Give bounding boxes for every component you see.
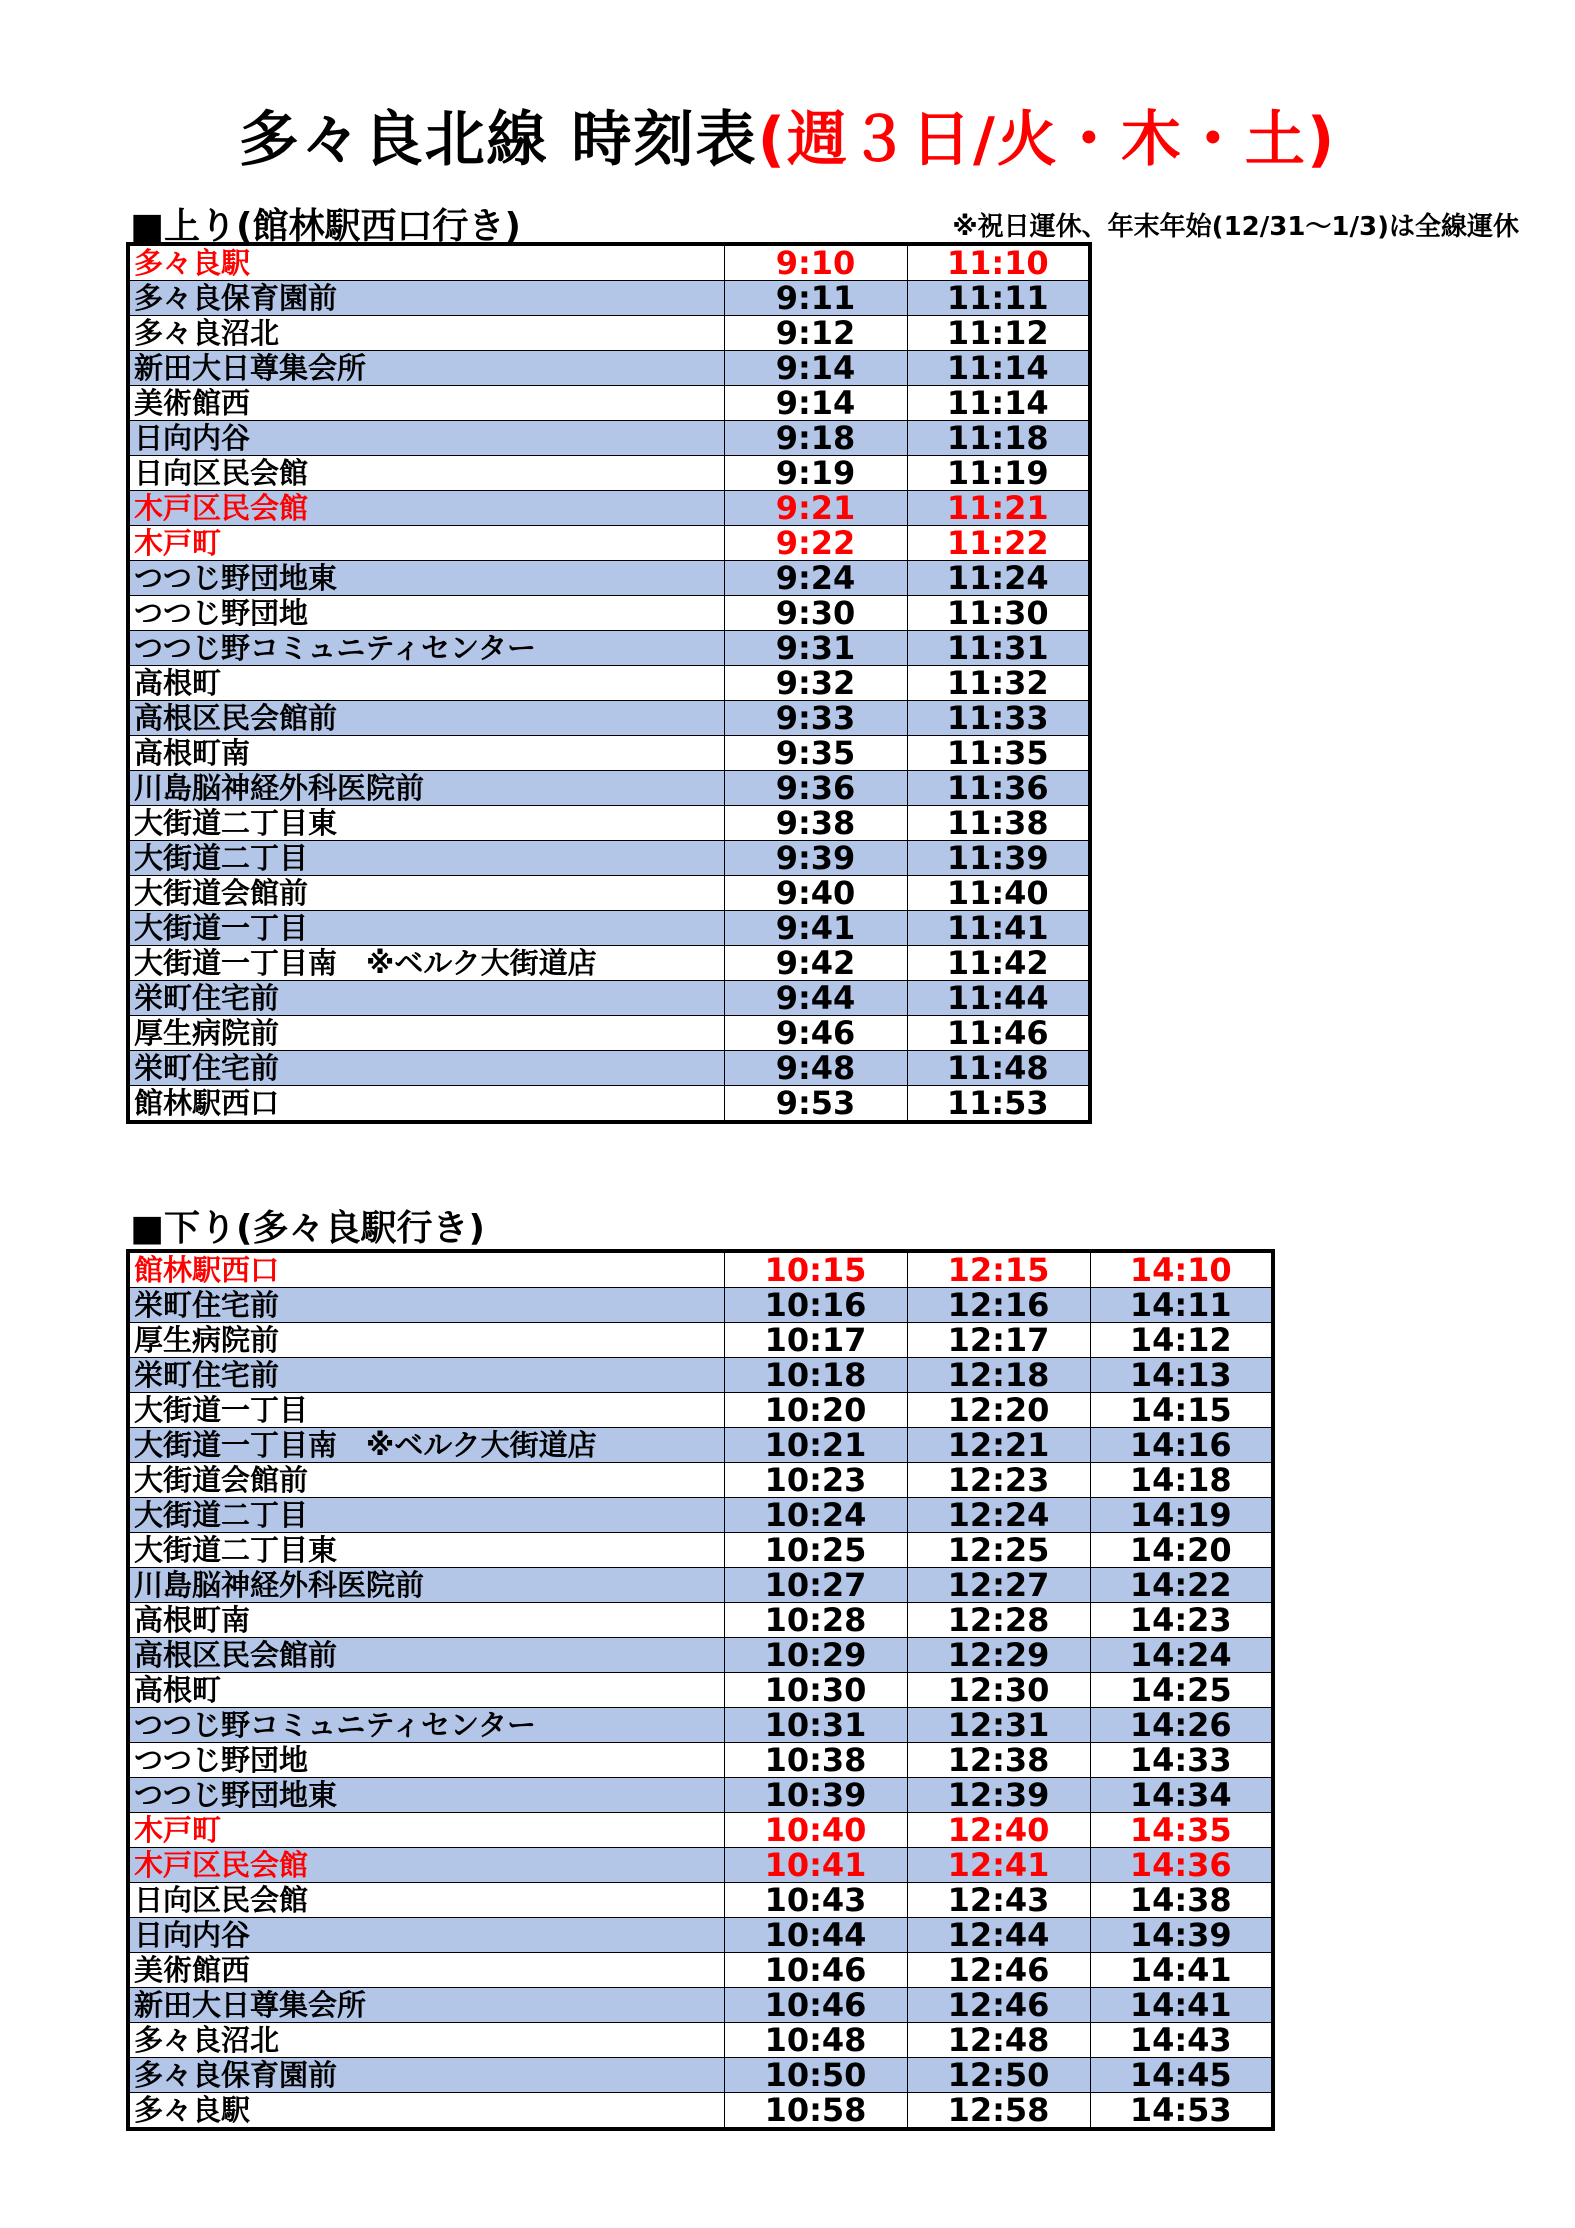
departure-time: 10:28 (724, 1603, 907, 1638)
stop-name: 大街道一丁目 (128, 911, 724, 946)
departure-time: 11:32 (907, 666, 1090, 701)
stop-name: 日向区民会館 (128, 456, 724, 491)
stop-name: 厚生病院前 (128, 1323, 724, 1358)
departure-time: 9:32 (724, 666, 907, 701)
table-row (128, 1953, 1273, 1988)
stop-name: つつじ野コミュニティセンター (128, 1708, 724, 1743)
title-main: 多々良北線 時刻表 (238, 105, 758, 175)
departure-time: 10:43 (724, 1883, 907, 1918)
departure-time: 11:11 (907, 281, 1090, 316)
table-row (128, 1743, 1273, 1778)
departure-time: 12:43 (907, 1883, 1090, 1918)
table-row (128, 596, 1090, 631)
stop-name: 大街道会館前 (128, 876, 724, 911)
table-row (128, 701, 1090, 736)
departure-time: 11:42 (907, 946, 1090, 981)
departure-time: 14:16 (1090, 1428, 1273, 1463)
table-row (128, 561, 1090, 596)
departure-time: 12:41 (907, 1848, 1090, 1883)
departure-time: 10:16 (724, 1288, 907, 1323)
table-row (128, 1638, 1273, 1673)
departure-time: 14:10 (1090, 1251, 1273, 1288)
departure-time: 14:41 (1090, 1988, 1273, 2023)
departure-time: 11:38 (907, 806, 1090, 841)
page-title (0, 92, 1575, 178)
stop-name: 館林駅西口 (128, 1086, 724, 1123)
stop-name: 多々良沼北 (128, 2023, 724, 2058)
departure-time: 11:46 (907, 1016, 1090, 1051)
departure-time: 9:30 (724, 596, 907, 631)
departure-time: 14:53 (1090, 2093, 1273, 2130)
table-row (128, 666, 1090, 701)
service-note: ※祝日運休、年末年始(12/31〜1/3)は全線運休 (952, 212, 1519, 242)
departure-time: 14:22 (1090, 1568, 1273, 1603)
departure-time: 12:17 (907, 1323, 1090, 1358)
departure-time: 11:18 (907, 421, 1090, 456)
table-row (128, 1463, 1273, 1498)
departure-time: 10:27 (724, 1568, 907, 1603)
stop-name: 大街道二丁目 (128, 841, 724, 876)
departure-time: 10:38 (724, 1743, 907, 1778)
stop-name: 高根町南 (128, 1603, 724, 1638)
stop-name: つつじ野団地東 (128, 1778, 724, 1813)
stop-name: 新田大日尊集会所 (128, 1988, 724, 2023)
table-row (128, 911, 1090, 946)
departure-time: 9:36 (724, 771, 907, 806)
departure-time: 11:30 (907, 596, 1090, 631)
stop-name: 多々良駅 (128, 244, 724, 281)
departure-time: 12:24 (907, 1498, 1090, 1533)
departure-time: 10:46 (724, 1988, 907, 2023)
stop-name: 木戸町 (128, 1813, 724, 1848)
departure-time: 11:39 (907, 841, 1090, 876)
table-row (128, 351, 1090, 386)
table-row (128, 1918, 1273, 1953)
departure-time: 14:25 (1090, 1673, 1273, 1708)
departure-time: 10:40 (724, 1813, 907, 1848)
departure-time: 10:39 (724, 1778, 907, 1813)
stop-name: 美術館西 (128, 1953, 724, 1988)
departure-time: 11:44 (907, 981, 1090, 1016)
departure-time: 14:18 (1090, 1463, 1273, 1498)
table-row (128, 2058, 1273, 2093)
stop-name: 大街道一丁目 (128, 1393, 724, 1428)
departure-time: 14:36 (1090, 1848, 1273, 1883)
departure-time: 10:41 (724, 1848, 907, 1883)
departure-time: 12:48 (907, 2023, 1090, 2058)
departure-time: 10:29 (724, 1638, 907, 1673)
table-row (128, 2023, 1273, 2058)
departure-time: 11:36 (907, 771, 1090, 806)
stop-name: 高根町 (128, 666, 724, 701)
stop-name: 木戸区民会館 (128, 1848, 724, 1883)
table-row (128, 981, 1090, 1016)
departure-time: 10:20 (724, 1393, 907, 1428)
departure-time: 9:35 (724, 736, 907, 771)
departure-time: 9:42 (724, 946, 907, 981)
stop-name: 大街道二丁目東 (128, 806, 724, 841)
table-row (128, 281, 1090, 316)
departure-time: 9:33 (724, 701, 907, 736)
departure-time: 12:58 (907, 2093, 1090, 2130)
departure-time: 10:46 (724, 1953, 907, 1988)
departure-time: 11:21 (907, 491, 1090, 526)
stop-name: 大街道一丁目南 ※ベルク大街道店 (128, 946, 724, 981)
up-heading: ■上り(館林駅西口行き) (130, 206, 521, 247)
departure-time: 10:15 (724, 1251, 907, 1288)
departure-time: 9:21 (724, 491, 907, 526)
departure-time: 9:44 (724, 981, 907, 1016)
stop-name: 栄町住宅前 (128, 1051, 724, 1086)
departure-time: 12:18 (907, 1358, 1090, 1393)
stop-name: 大街道一丁目南 ※ベルク大街道店 (128, 1428, 724, 1463)
departure-time: 9:46 (724, 1016, 907, 1051)
departure-time: 11:24 (907, 561, 1090, 596)
departure-time: 11:31 (907, 631, 1090, 666)
table-row (128, 1533, 1273, 1568)
departure-time: 9:38 (724, 806, 907, 841)
stop-name: つつじ野団地東 (128, 561, 724, 596)
departure-time: 12:28 (907, 1603, 1090, 1638)
departure-time: 12:23 (907, 1463, 1090, 1498)
departure-time: 11:14 (907, 386, 1090, 421)
departure-time: 12:25 (907, 1533, 1090, 1568)
stop-name: 館林駅西口 (128, 1251, 724, 1288)
departure-time: 14:34 (1090, 1778, 1273, 1813)
stop-name: 木戸区民会館 (128, 491, 724, 526)
departure-time: 10:18 (724, 1358, 907, 1393)
departure-time: 10:25 (724, 1533, 907, 1568)
departure-time: 14:35 (1090, 1813, 1273, 1848)
table-row (128, 1288, 1273, 1323)
departure-time: 12:50 (907, 2058, 1090, 2093)
stop-name: 多々良保育園前 (128, 2058, 724, 2093)
departure-time: 14:19 (1090, 1498, 1273, 1533)
departure-time: 12:38 (907, 1743, 1090, 1778)
departure-time: 10:44 (724, 1918, 907, 1953)
departure-time: 9:14 (724, 386, 907, 421)
departure-time: 10:48 (724, 2023, 907, 2058)
stop-name: 高根町南 (128, 736, 724, 771)
table-row (128, 1086, 1090, 1123)
departure-time: 9:24 (724, 561, 907, 596)
stop-name: 厚生病院前 (128, 1016, 724, 1051)
table-row (128, 1251, 1273, 1288)
stop-name: 栄町住宅前 (128, 1358, 724, 1393)
departure-time: 14:33 (1090, 1743, 1273, 1778)
departure-time: 14:23 (1090, 1603, 1273, 1638)
departure-time: 14:20 (1090, 1533, 1273, 1568)
stop-name: 美術館西 (128, 386, 724, 421)
stop-name: つつじ野団地 (128, 1743, 724, 1778)
table-row (128, 1016, 1090, 1051)
departure-time: 11:12 (907, 316, 1090, 351)
stop-name: 栄町住宅前 (128, 981, 724, 1016)
departure-time: 14:45 (1090, 2058, 1273, 2093)
stop-name: 日向区民会館 (128, 1883, 724, 1918)
table-row (128, 876, 1090, 911)
departure-time: 14:13 (1090, 1358, 1273, 1393)
departure-time: 9:14 (724, 351, 907, 386)
stop-name: つつじ野団地 (128, 596, 724, 631)
table-row (128, 1393, 1273, 1428)
departure-time: 12:29 (907, 1638, 1090, 1673)
table-row (128, 736, 1090, 771)
departure-time: 9:22 (724, 526, 907, 561)
departure-time: 11:22 (907, 526, 1090, 561)
departure-time: 9:18 (724, 421, 907, 456)
table-row (128, 1603, 1273, 1638)
departure-time: 12:16 (907, 1288, 1090, 1323)
table-row (128, 1813, 1273, 1848)
stop-name: 川島脳神経外科医院前 (128, 771, 724, 806)
departure-time: 14:15 (1090, 1393, 1273, 1428)
table-row (128, 946, 1090, 981)
stop-name: つつじ野コミュニティセンター (128, 631, 724, 666)
departure-time: 9:12 (724, 316, 907, 351)
stop-name: 大街道会館前 (128, 1463, 724, 1498)
departure-time: 14:12 (1090, 1323, 1273, 1358)
departure-time: 14:43 (1090, 2023, 1273, 2058)
stop-name: 新田大日尊集会所 (128, 351, 724, 386)
title-days: (週３日/火・木・土) (757, 105, 1337, 175)
stop-name: 高根区民会館前 (128, 1638, 724, 1673)
stop-name: 多々良駅 (128, 2093, 724, 2130)
departure-time: 12:31 (907, 1708, 1090, 1743)
departure-time: 10:21 (724, 1428, 907, 1463)
departure-time: 12:44 (907, 1918, 1090, 1953)
departure-time: 9:39 (724, 841, 907, 876)
up-timetable (126, 242, 1092, 1124)
table-row (128, 1051, 1090, 1086)
departure-time: 11:40 (907, 876, 1090, 911)
table-row (128, 1988, 1273, 2023)
stop-name: 高根区民会館前 (128, 701, 724, 736)
departure-time: 10:23 (724, 1463, 907, 1498)
table-row (128, 316, 1090, 351)
departure-time: 12:46 (907, 1988, 1090, 2023)
departure-time: 9:11 (724, 281, 907, 316)
stop-name: 日向内谷 (128, 421, 724, 456)
departure-time: 10:17 (724, 1323, 907, 1358)
departure-time: 12:40 (907, 1813, 1090, 1848)
departure-time: 10:31 (724, 1708, 907, 1743)
departure-time: 12:39 (907, 1778, 1090, 1813)
table-row (128, 1673, 1273, 1708)
departure-time: 9:40 (724, 876, 907, 911)
departure-time: 9:48 (724, 1051, 907, 1086)
stop-name: 多々良保育園前 (128, 281, 724, 316)
down-heading: ■下り(多々良駅行き) (130, 1208, 485, 1249)
table-row (128, 386, 1090, 421)
table-row (128, 1848, 1273, 1883)
table-row (128, 1778, 1273, 1813)
departure-time: 11:19 (907, 456, 1090, 491)
table-row (128, 1358, 1273, 1393)
departure-time: 9:53 (724, 1086, 907, 1123)
departure-time: 12:20 (907, 1393, 1090, 1428)
table-row (128, 1708, 1273, 1743)
table-row (128, 1883, 1273, 1918)
table-row (128, 456, 1090, 491)
departure-time: 11:33 (907, 701, 1090, 736)
table-row (128, 1498, 1273, 1533)
down-timetable (126, 1249, 1275, 2131)
departure-time: 14:11 (1090, 1288, 1273, 1323)
table-row (128, 491, 1090, 526)
stop-name: 木戸町 (128, 526, 724, 561)
departure-time: 11:10 (907, 244, 1090, 281)
departure-time: 9:10 (724, 244, 907, 281)
table-row (128, 526, 1090, 561)
departure-time: 9:41 (724, 911, 907, 946)
stop-name: 高根町 (128, 1673, 724, 1708)
table-row (128, 1323, 1273, 1358)
departure-time: 11:53 (907, 1086, 1090, 1123)
table-row (128, 2093, 1273, 2130)
table-row (128, 1568, 1273, 1603)
departure-time: 9:31 (724, 631, 907, 666)
departure-time: 10:24 (724, 1498, 907, 1533)
stop-name: 大街道二丁目 (128, 1498, 724, 1533)
departure-time: 10:50 (724, 2058, 907, 2093)
stop-name: 多々良沼北 (128, 316, 724, 351)
table-row (128, 1428, 1273, 1463)
table-row (128, 421, 1090, 456)
departure-time: 14:41 (1090, 1953, 1273, 1988)
departure-time: 12:21 (907, 1428, 1090, 1463)
departure-time: 11:41 (907, 911, 1090, 946)
departure-time: 12:30 (907, 1673, 1090, 1708)
table-row (128, 771, 1090, 806)
departure-time: 14:38 (1090, 1883, 1273, 1918)
departure-time: 12:27 (907, 1568, 1090, 1603)
departure-time: 10:58 (724, 2093, 907, 2130)
stop-name: 川島脳神経外科医院前 (128, 1568, 724, 1603)
departure-time: 9:19 (724, 456, 907, 491)
departure-time: 11:48 (907, 1051, 1090, 1086)
departure-time: 14:26 (1090, 1708, 1273, 1743)
table-row (128, 841, 1090, 876)
departure-time: 11:14 (907, 351, 1090, 386)
departure-time: 14:39 (1090, 1918, 1273, 1953)
departure-time: 10:30 (724, 1673, 907, 1708)
departure-time: 14:24 (1090, 1638, 1273, 1673)
stop-name: 日向内谷 (128, 1918, 724, 1953)
stop-name: 栄町住宅前 (128, 1288, 724, 1323)
table-row (128, 806, 1090, 841)
table-row (128, 244, 1090, 281)
departure-time: 12:46 (907, 1953, 1090, 1988)
table-row (128, 631, 1090, 666)
stop-name: 大街道二丁目東 (128, 1533, 724, 1568)
departure-time: 11:35 (907, 736, 1090, 771)
departure-time: 12:15 (907, 1251, 1090, 1288)
